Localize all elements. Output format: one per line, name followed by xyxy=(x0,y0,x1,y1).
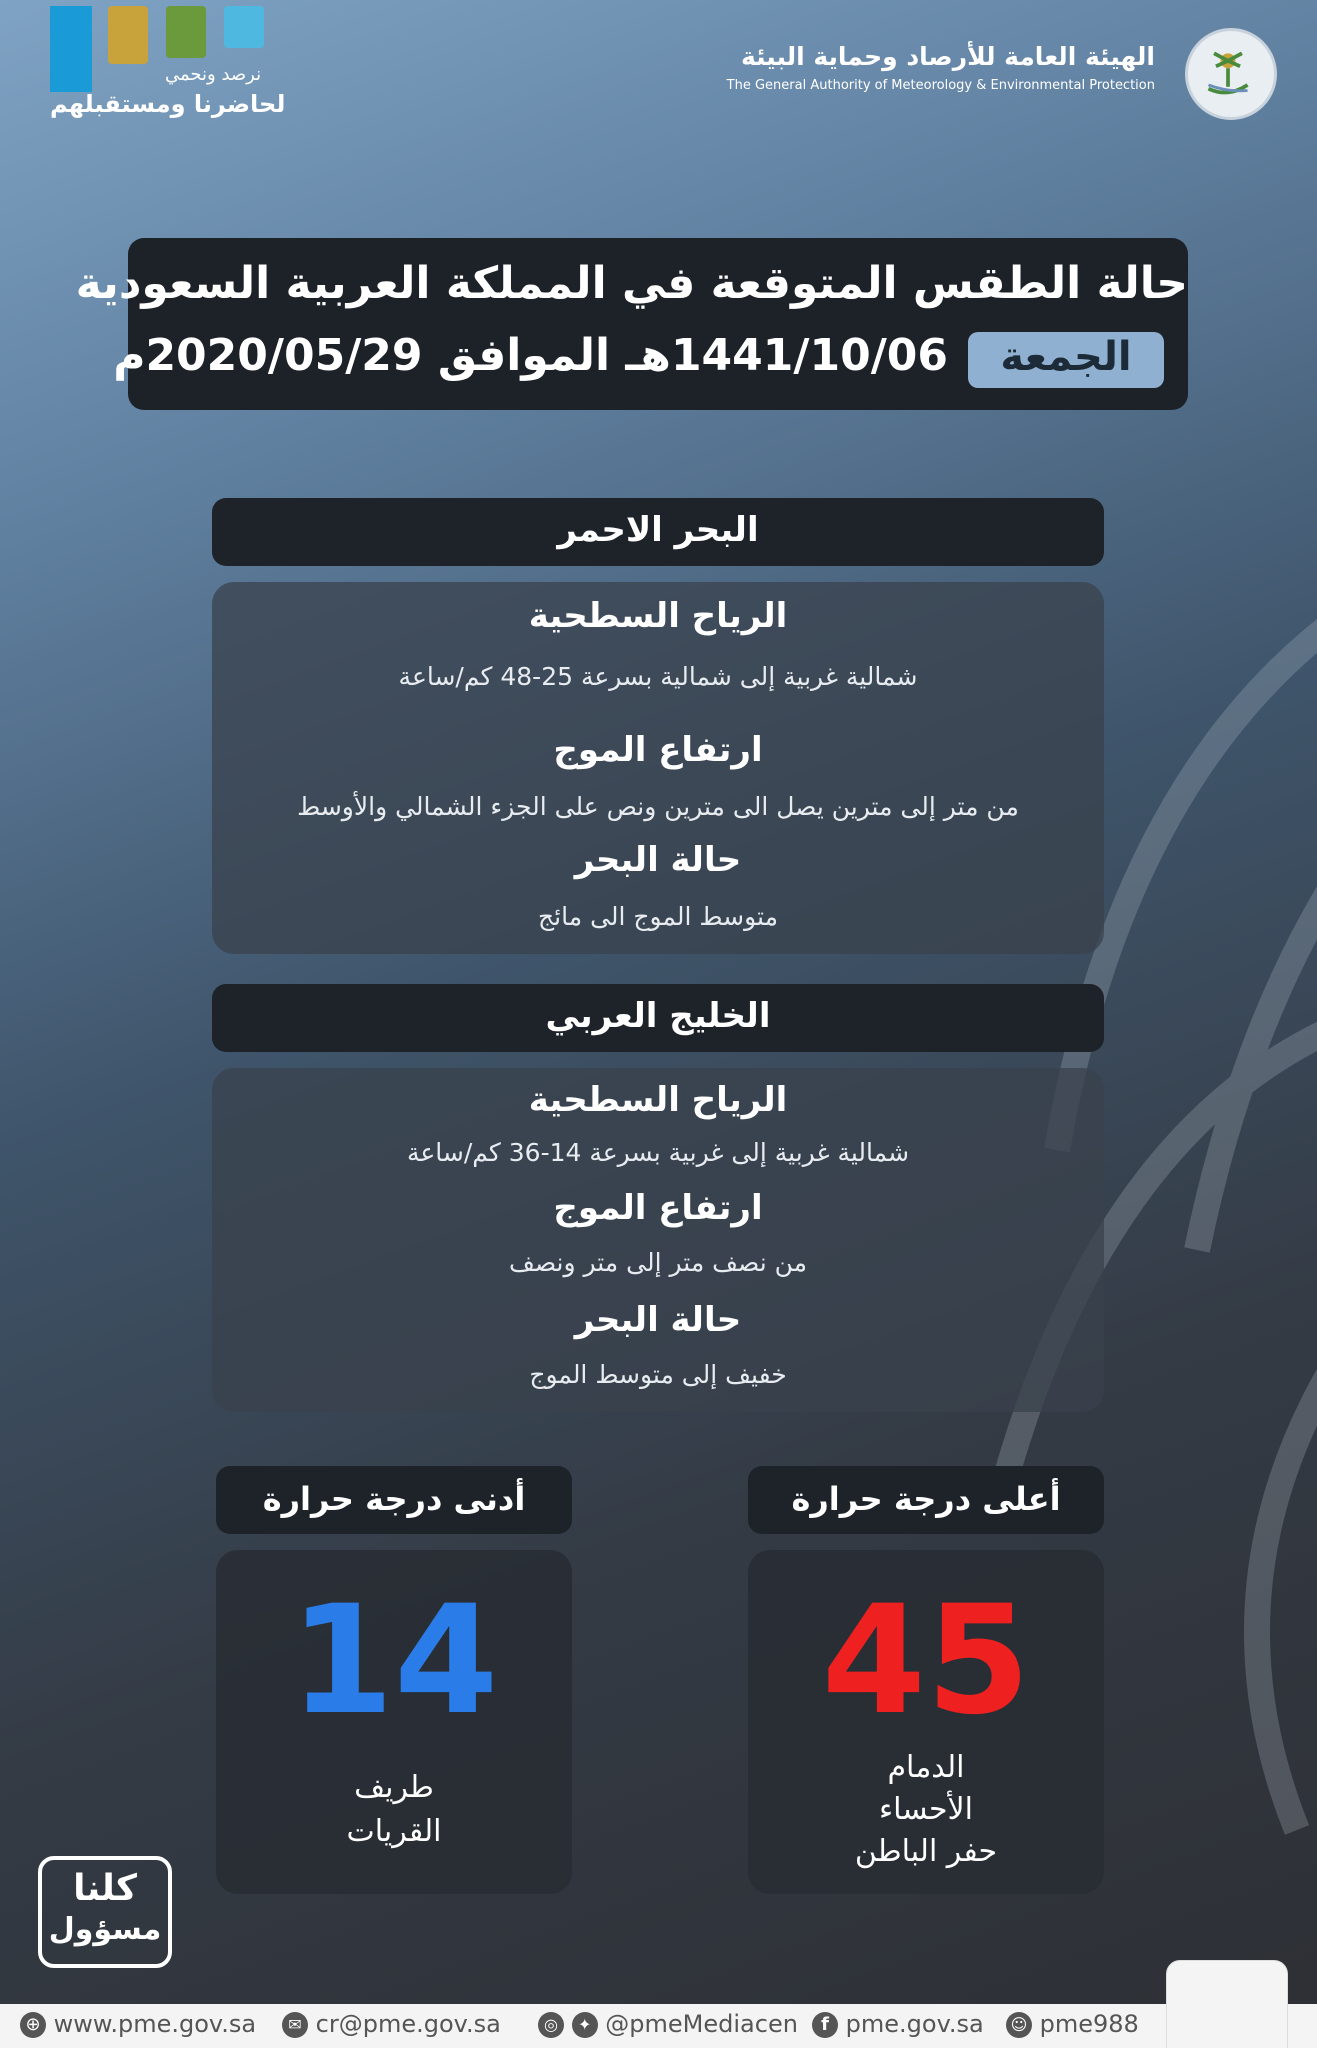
responsibility-badge xyxy=(38,1856,172,1968)
max-temp-label: أعلى درجة حرارة xyxy=(791,1480,1061,1518)
facebook-text: pme.gov.sa xyxy=(845,2010,984,2038)
footer-snapchat[interactable] xyxy=(1006,2010,1139,2038)
gulf-state-value: خفيف إلى متوسط الموج xyxy=(529,1360,787,1389)
min-temp-panel xyxy=(216,1550,572,1894)
max-temp-city-2: الأحساء xyxy=(879,1792,973,1827)
authority-name-ar: الهيئة العامة للأرصاد وحماية البيئة xyxy=(740,42,1155,71)
footer-email[interactable] xyxy=(282,2010,501,2038)
email-text: cr@pme.gov.sa xyxy=(315,2010,501,2038)
cyan-tile-icon xyxy=(224,6,264,48)
max-temp-value: 45 xyxy=(821,1574,1031,1748)
twitter-icon: ✦ xyxy=(572,2012,598,2038)
red-sea-state-value: متوسط الموج الى مائج xyxy=(538,902,778,931)
gold-tile-icon xyxy=(108,6,148,64)
gulf-header xyxy=(212,984,1104,1052)
media-center-stamp-icon xyxy=(1166,1960,1288,2048)
red-sea-wind-title: الرياح السطحية xyxy=(528,596,788,636)
red-sea-wind-value: شمالية غربية إلى شمالية بسرعة 25-48 كم/ساعة xyxy=(398,662,918,691)
badge-line2: مسؤول xyxy=(48,1912,162,1947)
social-text: @pmeMediacen xyxy=(605,2010,798,2038)
green-tile-icon xyxy=(166,6,206,58)
red-sea-panel xyxy=(212,582,1104,954)
page-title: حالة الطقس المتوقعة في المملكة العربية السعودية xyxy=(75,258,1188,309)
max-temp-header xyxy=(748,1466,1104,1534)
globe-icon: ⊕ xyxy=(20,2012,46,2038)
authority-logo xyxy=(1185,28,1277,120)
blue-bar-icon xyxy=(50,6,92,92)
gulf-title: الخليج العربي xyxy=(545,996,771,1036)
red-sea-wave-value: من متر إلى مترين يصل الى مترين ونص على الجزء الشمالي والأوسط xyxy=(297,792,1019,821)
max-temp-panel xyxy=(748,1550,1104,1894)
facebook-icon: f xyxy=(812,2012,838,2038)
slogan-line1: نرصد ونحمي xyxy=(165,64,262,85)
date-text: 1441/10/06هـ الموافق 2020/05/29م xyxy=(113,330,948,381)
day-badge xyxy=(968,332,1164,388)
title-box xyxy=(75,238,1188,410)
website-text: www.pme.gov.sa xyxy=(53,2010,257,2038)
min-temp-value: 14 xyxy=(289,1574,499,1748)
footer-facebook[interactable] xyxy=(812,2010,984,2038)
mail-icon: ✉ xyxy=(282,2012,308,2038)
gulf-wind-value: شمالية غربية إلى غربية بسرعة 14-36 كم/ساعة xyxy=(406,1138,910,1167)
min-temp-header xyxy=(216,1466,572,1534)
gulf-wave-value: من نصف متر إلى متر ونصف xyxy=(508,1248,808,1277)
gulf-wind-title: الرياح السطحية xyxy=(528,1080,788,1120)
max-temp-city-3: حفر الباطن xyxy=(854,1834,998,1869)
footer-bar xyxy=(0,2004,1317,2048)
gulf-wave-title: ارتفاع الموج xyxy=(553,1188,763,1228)
red-sea-header xyxy=(212,498,1104,566)
max-temp-city-1: الدمام xyxy=(887,1750,965,1785)
badge-line1: كلنا xyxy=(73,1868,137,1909)
min-temp-city-1: طريف xyxy=(354,1770,434,1805)
footer-social[interactable] xyxy=(538,2010,798,2038)
min-temp-label: أدنى درجة حرارة xyxy=(262,1480,526,1518)
gulf-panel xyxy=(212,1068,1104,1412)
red-sea-wave-title: ارتفاع الموج xyxy=(553,730,763,770)
palm-swords-icon xyxy=(1188,31,1268,111)
instagram-icon: ◎ xyxy=(538,2012,564,2038)
min-temp-city-2: القريات xyxy=(346,1814,442,1849)
red-sea-state-title: حالة البحر xyxy=(574,840,742,880)
snapchat-text: pme988 xyxy=(1039,2010,1139,2038)
authority-name-en: The General Authority of Meteorology & Environmental Protection xyxy=(726,78,1155,93)
day-label: الجمعة xyxy=(1000,334,1132,380)
slogan-line2: لحاضرنا ومستقبلهم xyxy=(50,90,286,118)
gulf-state-title: حالة البحر xyxy=(574,1300,742,1340)
footer-website[interactable] xyxy=(20,2010,256,2038)
red-sea-title: البحر الاحمر xyxy=(557,510,759,550)
snapchat-icon: ☺ xyxy=(1006,2012,1032,2038)
